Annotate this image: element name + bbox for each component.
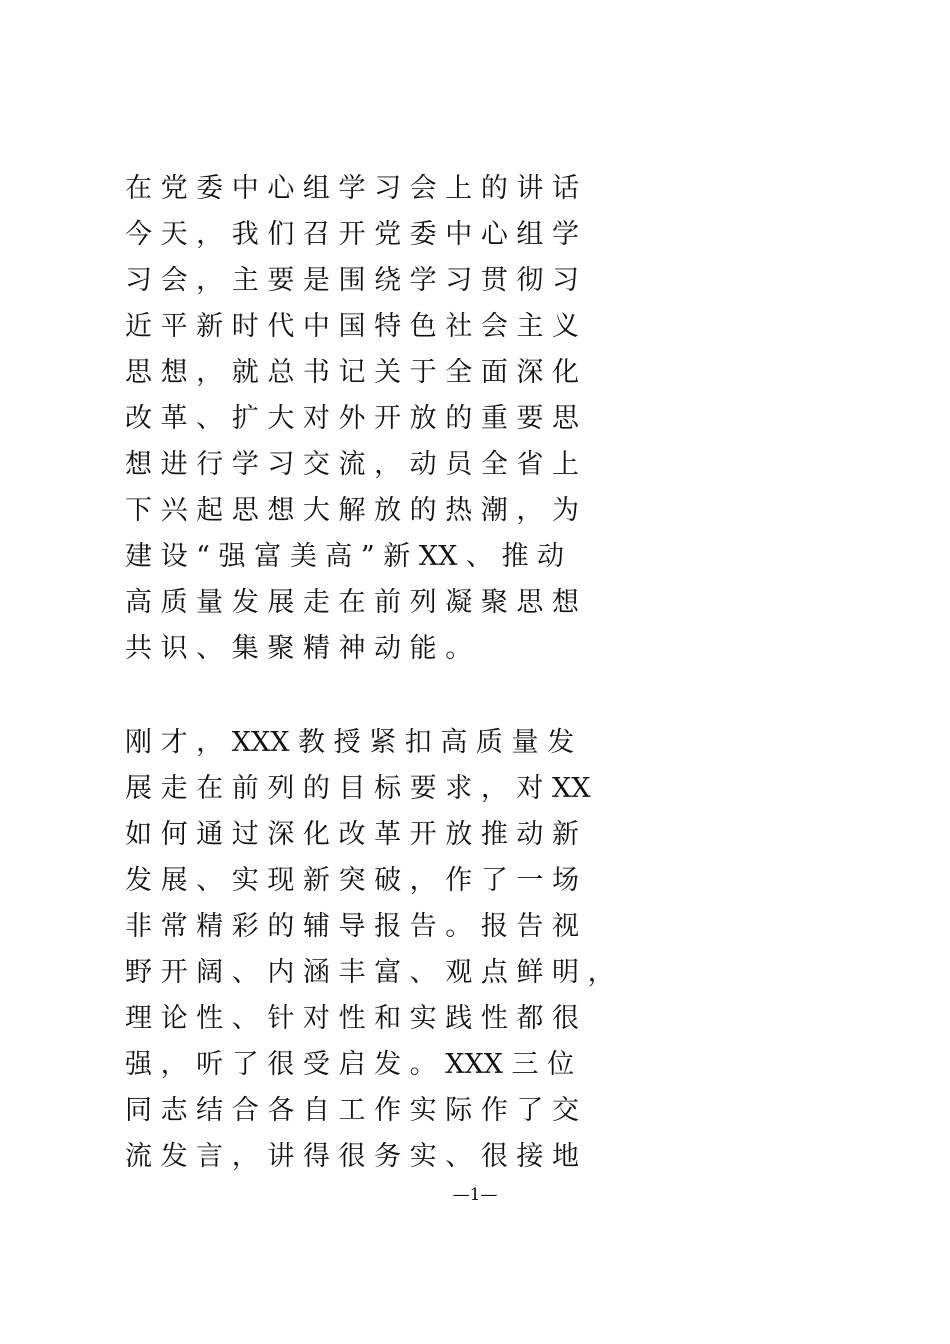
text-line: 高 质 量 发 展 走 在 前 列 凝 聚 思 想 (125, 587, 579, 618)
text-line: 野 开 阔 、 内 涵 丰 富 、 观 点 鲜 明 ， (125, 957, 615, 988)
text-line: 习 会 ， 主 要 是 围 绕 学 习 贯 彻 习 (125, 265, 579, 296)
text-line: 共 识 、 集 聚 精 神 动 能 。 (125, 633, 473, 664)
text-line: 近 平 新 时 代 中 国 特 色 社 会 主 义 (125, 311, 579, 342)
text-line: 非 常 精 彩 的 辅 导 报 告 。 报 告 视 (125, 911, 579, 942)
text-line: 想 进 行 学 习 交 流 ， 动 员 全 省 上 (125, 449, 579, 480)
text-line: 今 天 ， 我 们 召 开 党 委 中 心 组 学 (125, 219, 579, 250)
text-line: 理 论 性 、 针 对 性 和 实 践 性 都 很 (125, 1003, 579, 1034)
text-line: 展 走 在 前 列 的 目 标 要 求 ， 对 XX (125, 773, 591, 804)
page-number: —1— (452, 1185, 498, 1205)
text-line: 刚 才 ， XXX 教 授 紧 扣 高 质 量 发 (125, 727, 575, 758)
paragraph-1 (125, 166, 845, 672)
text-line: 流 发 言 ， 讲 得 很 务 实 、 很 接 地 (125, 1141, 579, 1172)
text-line: 改 革 、 扩 大 对 外 开 放 的 重 要 思 (125, 403, 579, 434)
text-line: 发 展 、 实 现 新 突 破 ， 作 了 一 场 (125, 865, 579, 896)
text-line: 同 志 结 合 各 自 工 作 实 际 作 了 交 (125, 1095, 579, 1126)
text-line: 下 兴 起 思 想 大 解 放 的 热 潮 ， 为 (125, 495, 579, 526)
text-line: 建 设 “ 强 富 美 高 ” 新 XX 、 推 动 (125, 541, 565, 572)
text-line: 思 想 ， 就 总 书 记 关 于 全 面 深 化 (125, 357, 579, 388)
text-line: 强 ， 听 了 很 受 启 发 。 XXX 三 位 (125, 1049, 575, 1080)
text-line: 如 何 通 过 深 化 改 革 开 放 推 动 新 (125, 819, 579, 850)
text-line: 在 党 委 中 心 组 学 习 会 上 的 讲 话 (125, 173, 579, 204)
paragraph-2 (125, 720, 845, 1180)
